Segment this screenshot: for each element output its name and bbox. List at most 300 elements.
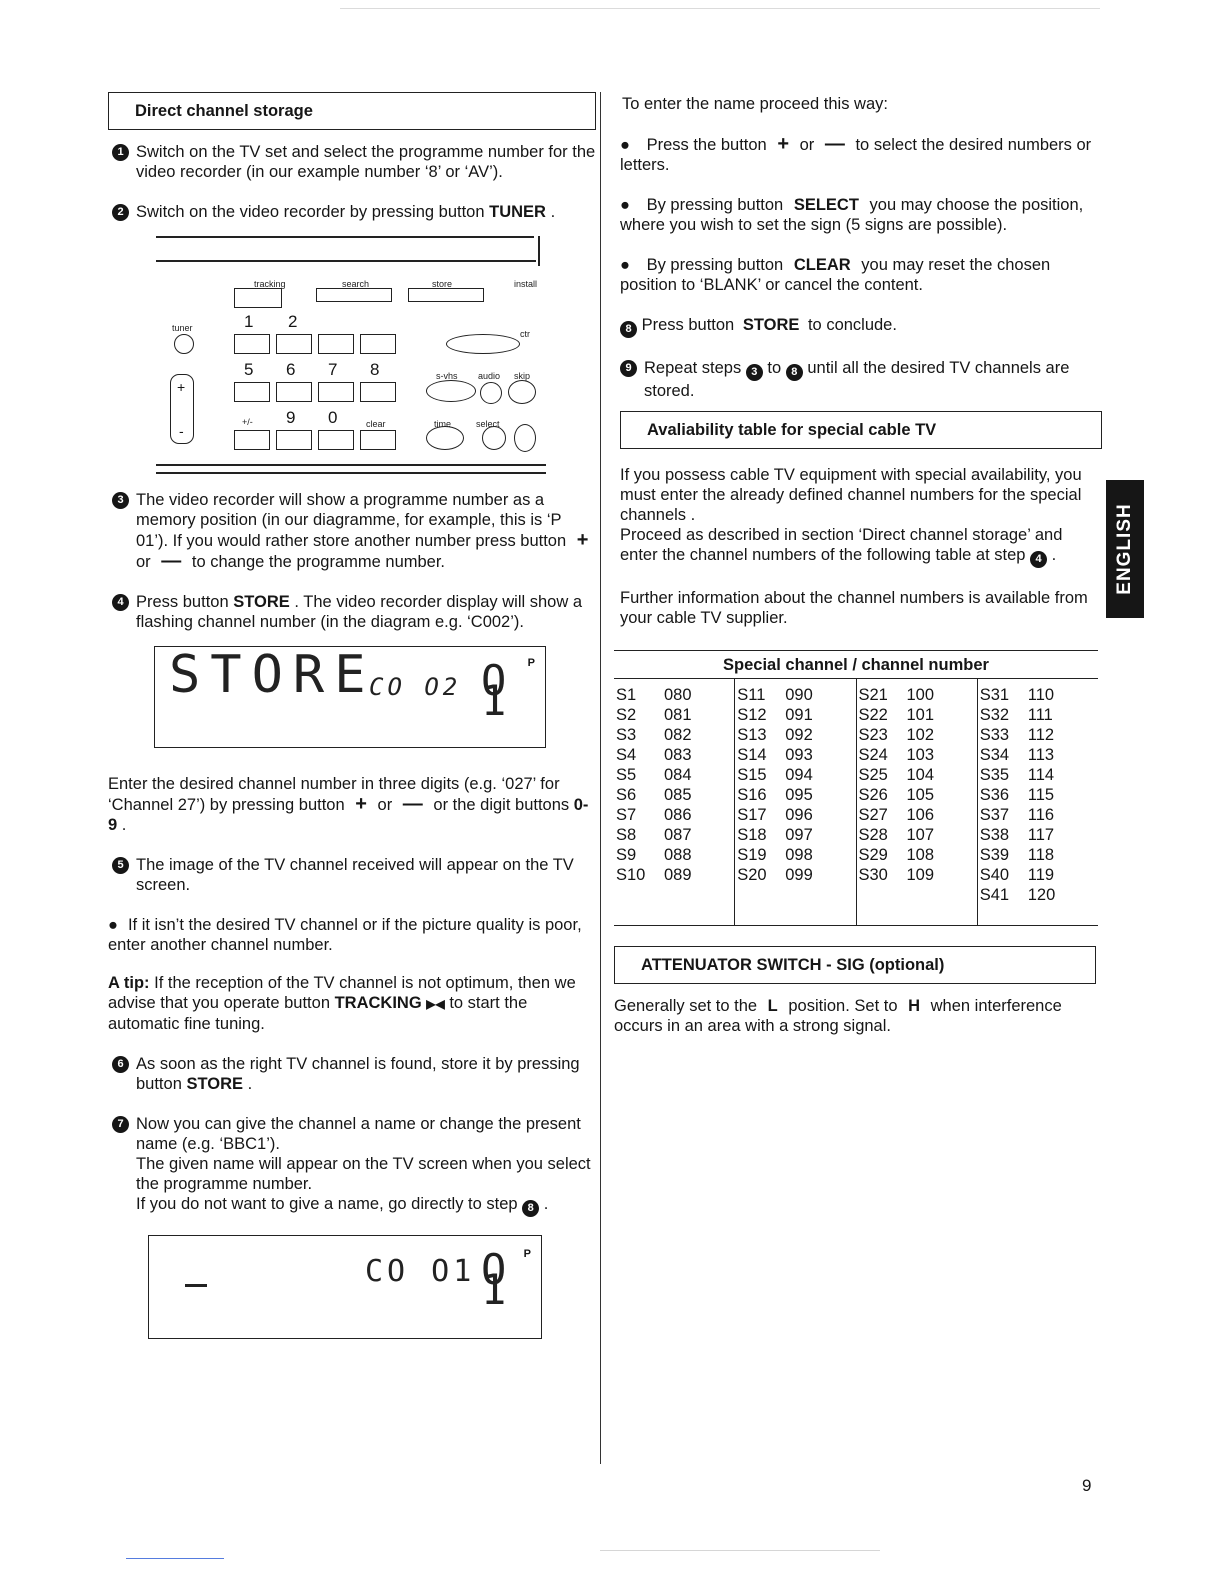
time-key[interactable] xyxy=(426,426,464,450)
channel-number: 120 xyxy=(1027,886,1056,904)
key-7[interactable] xyxy=(318,382,354,402)
channel-number: 088 xyxy=(664,846,692,864)
step-number: 5 xyxy=(112,857,129,874)
table-row xyxy=(735,745,855,765)
label-search: search xyxy=(342,279,370,289)
text-part: Generally set to the xyxy=(614,997,758,1015)
key-0[interactable] xyxy=(318,430,354,450)
channel-number: 094 xyxy=(785,766,813,784)
button-name-store: STORE xyxy=(186,1075,244,1093)
special-channel-code: S5 xyxy=(616,766,637,784)
key-5[interactable] xyxy=(234,382,270,402)
key-3[interactable] xyxy=(318,334,354,354)
bullet-text-part: By pressing button xyxy=(646,196,784,214)
scan-artifact-top xyxy=(340,8,1100,9)
special-channel-code: S3 xyxy=(616,726,637,744)
table-row xyxy=(735,685,855,705)
cursor-dash xyxy=(185,1284,207,1287)
digit-label: 2 xyxy=(288,312,298,331)
table-row xyxy=(614,765,734,785)
label-tracking: tracking xyxy=(254,279,286,289)
label-select: select xyxy=(476,419,500,429)
figure-rule xyxy=(156,236,534,238)
language-tab-label: ENGLISH xyxy=(1114,503,1135,595)
channel-number: 105 xyxy=(906,786,935,804)
plus-symbol: + xyxy=(777,133,790,155)
plus-symbol: + xyxy=(576,529,589,551)
channel-number: 096 xyxy=(785,806,813,824)
digit-label: 7 xyxy=(328,360,338,379)
tip-text-part: to start the automatic fine tuning. xyxy=(108,994,528,1033)
step-text xyxy=(136,1054,596,1094)
step-9 xyxy=(614,358,1102,401)
special-channel-code: S12 xyxy=(737,706,767,724)
special-channel-code: S32 xyxy=(979,706,1010,724)
special-channel-code: S20 xyxy=(737,866,767,884)
special-channel-code: S16 xyxy=(737,786,767,804)
table-row xyxy=(735,805,855,825)
step-text xyxy=(136,490,596,572)
bullet-select xyxy=(614,195,1102,235)
special-channel-code: S17 xyxy=(737,806,767,824)
table-row xyxy=(614,785,734,805)
store-key[interactable] xyxy=(408,288,484,302)
table-row xyxy=(614,845,734,865)
table-row xyxy=(978,885,1098,905)
special-channel-code: S24 xyxy=(858,746,888,764)
channel-number: 102 xyxy=(906,726,935,744)
channel-number: 081 xyxy=(664,706,692,724)
minus-symbol: — xyxy=(824,133,845,155)
label-clear: clear xyxy=(366,419,386,429)
table-row xyxy=(857,825,977,845)
table-row xyxy=(857,685,977,705)
bullet-dot: ● xyxy=(620,196,630,214)
channel-number: 098 xyxy=(785,846,813,864)
step-text-part: Press button xyxy=(641,316,735,334)
step-text-end: . xyxy=(543,1195,549,1213)
bullet-text xyxy=(620,255,1102,295)
text-end: . xyxy=(121,816,127,834)
button-name-select: SELECT xyxy=(793,196,859,214)
step-number: 4 xyxy=(112,594,129,611)
special-channel-code: S36 xyxy=(979,786,1010,804)
step-text-line xyxy=(136,1194,596,1217)
special-channel-code: S30 xyxy=(858,866,888,884)
special-channel-code: S29 xyxy=(858,846,888,864)
tip-text xyxy=(108,973,596,1034)
availability-paragraph-3: Further information about the channel numbers is available from your cable TV supplier. xyxy=(620,589,1088,627)
table-row xyxy=(857,845,977,865)
label-tuner: tuner xyxy=(172,323,193,333)
tip-text-part: If the reception of the TV channel is not optimum, then we advise that you operate button xyxy=(108,974,576,1012)
section-title-direct-channel-storage: Direct channel storage xyxy=(108,92,596,130)
channel-number: 108 xyxy=(906,846,935,864)
step-5 xyxy=(108,855,596,895)
channel-number: 084 xyxy=(664,766,692,784)
special-channel-code: S26 xyxy=(858,786,888,804)
channel-number: 104 xyxy=(906,766,935,784)
table-row xyxy=(614,745,734,765)
tracking-icon: ▶◀ xyxy=(426,997,445,1011)
bullet-text-part: By pressing button xyxy=(646,256,784,274)
page-number: 9 xyxy=(1082,1476,1092,1495)
step-text-part: . The video recorder display will show a flashing channel number (in the diagram e.g. ‘C002’). xyxy=(136,593,583,631)
display-channel: CO O2 xyxy=(369,673,462,701)
table-row xyxy=(857,705,977,725)
text-end: . xyxy=(1051,546,1057,564)
label-store: store xyxy=(432,279,453,289)
table-column xyxy=(978,679,1098,925)
channel-number: 083 xyxy=(664,746,692,764)
figure-rule xyxy=(156,464,546,466)
bullet-quality xyxy=(108,915,596,955)
step-text-line: Now you can give the channel a name or change the present name (e.g. ‘BBC1’). xyxy=(136,1115,581,1153)
channel-number: 085 xyxy=(664,786,692,804)
special-channel-code: S23 xyxy=(858,726,888,744)
or-text: or xyxy=(136,553,151,571)
key-4[interactable] xyxy=(360,334,396,354)
step-text-end: . xyxy=(247,1075,253,1093)
step-text-part: Press button xyxy=(136,593,229,611)
step-reference: 8 xyxy=(522,1200,539,1217)
special-channel-code: S41 xyxy=(979,886,1010,904)
scan-artifact-bottom xyxy=(126,1558,224,1559)
channel-number: 103 xyxy=(906,746,935,764)
table-row xyxy=(857,865,977,885)
side-key[interactable] xyxy=(514,424,536,452)
table-row xyxy=(735,705,855,725)
channel-number: 111 xyxy=(1027,706,1053,724)
step-text-part: to conclude. xyxy=(807,316,897,334)
special-channel-code: S35 xyxy=(979,766,1010,784)
table-row xyxy=(978,845,1098,865)
step-number: 6 xyxy=(112,1056,129,1073)
special-channel-code: S40 xyxy=(979,866,1010,884)
special-channel-code: S7 xyxy=(616,806,637,824)
table-row xyxy=(978,725,1098,745)
step-1 xyxy=(108,142,596,182)
channel-number: 093 xyxy=(785,746,813,764)
channel-number: 106 xyxy=(906,806,935,824)
rocker-plus: + xyxy=(177,379,186,395)
table-column xyxy=(735,679,856,925)
table-row xyxy=(857,765,977,785)
table-row xyxy=(614,705,734,725)
label-plus-minus: +/- xyxy=(242,417,253,427)
audio-key[interactable] xyxy=(480,382,502,404)
display-p-marker: P xyxy=(523,1248,531,1260)
intro-text: To enter the name proceed this way: xyxy=(622,95,888,113)
channel-number: 095 xyxy=(785,786,813,804)
table-header: Special channel / channel number xyxy=(614,651,1098,679)
channel-number: 080 xyxy=(664,686,692,704)
text-part: Enter the desired channel number in three digits (e.g. ‘027’ for ‘Channel 27’) by pressing button xyxy=(108,775,560,814)
step-text-part: Switch on the video recorder by pressing button xyxy=(136,203,485,221)
section-title-attenuator: ATTENUATOR SWITCH - SIG (optional) xyxy=(614,946,1096,984)
step-reference: 4 xyxy=(1030,551,1047,568)
table-row xyxy=(614,725,734,745)
ctr-key[interactable] xyxy=(446,334,520,354)
step-text xyxy=(136,202,596,222)
special-channel-code: S1 xyxy=(616,686,637,704)
channel-number: 100 xyxy=(906,686,935,704)
special-channel-table xyxy=(614,650,1098,926)
bullet-body: If it isn’t the desired TV channel or if the picture quality is poor, enter another channel number. xyxy=(108,916,582,954)
remote-control-figure xyxy=(146,234,566,484)
table-row xyxy=(735,765,855,785)
table-row xyxy=(857,725,977,745)
special-channel-code: S14 xyxy=(737,746,767,764)
channel-number: 110 xyxy=(1027,686,1055,704)
table-row xyxy=(735,785,855,805)
table-row xyxy=(978,805,1098,825)
step-text: Switch on the TV set and select the programme number for the video recorder (in our example number ‘8’ or ‘AV’). xyxy=(136,143,596,181)
attenuator-paragraph xyxy=(614,996,1102,1036)
table-row xyxy=(614,805,734,825)
channel-number: 114 xyxy=(1027,766,1055,784)
step-6 xyxy=(108,1054,596,1094)
channel-number: 112 xyxy=(1027,726,1055,744)
switch-position-h: H xyxy=(908,997,921,1015)
display-store xyxy=(154,646,546,748)
bullet-text-part: Press the button xyxy=(646,136,767,154)
or-text: or xyxy=(799,136,815,154)
key-clear[interactable] xyxy=(360,430,396,450)
special-channel-code: S8 xyxy=(616,826,637,844)
display-channel: CO O1 xyxy=(365,1254,476,1289)
display-programme: O 1 xyxy=(481,656,509,725)
key-9[interactable] xyxy=(276,430,312,450)
display-channel-name xyxy=(148,1235,542,1339)
step-4 xyxy=(108,592,596,632)
step-number: 7 xyxy=(112,1116,129,1133)
channel-number: 119 xyxy=(1027,866,1055,884)
special-channel-code: S37 xyxy=(979,806,1010,824)
bullet-text-part: you may reset the chosen position to ‘BLANK’ or cancel the content. xyxy=(620,256,1051,294)
button-name-store: STORE xyxy=(233,593,290,611)
text-part: or the digit buttons xyxy=(433,796,570,814)
tuner-key[interactable] xyxy=(174,334,194,354)
bullet-dot: ● xyxy=(620,256,630,274)
table-row xyxy=(857,745,977,765)
paragraph-text xyxy=(108,774,596,835)
availability-paragraph-2 xyxy=(620,525,1102,568)
channel-number: 097 xyxy=(785,826,813,844)
channel-number: 113 xyxy=(1027,746,1055,764)
special-channel-code: S27 xyxy=(858,806,888,824)
step-text-part: to change the programme number. xyxy=(191,553,446,571)
table-row xyxy=(978,705,1098,725)
availability-paragraph-1: If you possess cable TV equipment with special availability, you must enter the already defined channel numbers for the special channels . xyxy=(620,466,1082,524)
bullet-text xyxy=(620,134,1102,175)
step-text-part: Repeat steps xyxy=(644,359,742,377)
special-channel-code: S4 xyxy=(616,746,637,764)
language-tab-english xyxy=(1106,480,1144,618)
special-channel-code: S11 xyxy=(737,686,766,704)
display-programme: O 1 xyxy=(481,1245,509,1314)
step-reference: 3 xyxy=(746,364,763,381)
special-channel-code: S15 xyxy=(737,766,767,784)
digit-buttons: 0-9 xyxy=(108,796,589,834)
channel-number: 082 xyxy=(664,726,692,744)
channel-number: 090 xyxy=(785,686,813,704)
minus-symbol: — xyxy=(161,550,182,572)
channel-number: 092 xyxy=(785,726,813,744)
table-row xyxy=(857,805,977,825)
text-part: position. Set to xyxy=(788,997,898,1015)
plus-symbol: + xyxy=(355,793,367,815)
special-channel-code: S19 xyxy=(737,846,767,864)
label-skip: skip xyxy=(514,371,531,381)
special-channel-code: S28 xyxy=(858,826,888,844)
table-row xyxy=(614,685,734,705)
digit-label: 1 xyxy=(244,312,254,331)
rocker-minus: - xyxy=(179,423,184,439)
tip-label: A tip: xyxy=(108,974,150,992)
bullet-plus-minus xyxy=(614,134,1102,175)
special-channel-code: S34 xyxy=(979,746,1010,764)
bullet-text xyxy=(108,915,596,955)
column-divider xyxy=(600,92,601,1464)
channel-number: 086 xyxy=(664,806,692,824)
step-text-line: The given name will appear on the TV screen when you select the programme number. xyxy=(136,1155,591,1193)
step-text-part: As soon as the right TV channel is found, store it by pressing button xyxy=(136,1055,580,1093)
step-number: 2 xyxy=(112,204,129,221)
scan-artifact-bottom-2 xyxy=(600,1550,880,1551)
text-part: Proceed as described in section ‘Direct channel storage’ and enter the channel numbers of the following table at step xyxy=(620,526,1063,564)
table-column xyxy=(614,679,735,925)
table-row xyxy=(735,845,855,865)
bullet-text-part: to select the desired numbers or letters. xyxy=(620,136,1092,174)
special-channel-code: S18 xyxy=(737,826,767,844)
enter-digits-paragraph xyxy=(108,774,596,835)
or-text: or xyxy=(377,796,393,814)
key-plus-minus[interactable] xyxy=(234,430,270,450)
special-channel-code: S13 xyxy=(737,726,767,744)
digit-label: 5 xyxy=(244,360,254,379)
to-text: to xyxy=(767,359,782,377)
step-3 xyxy=(108,490,596,572)
step-7 xyxy=(108,1114,596,1217)
table-column xyxy=(857,679,978,925)
table-row xyxy=(978,685,1098,705)
bullet-text xyxy=(620,195,1102,235)
special-channel-code: S10 xyxy=(616,866,646,884)
table-row xyxy=(614,825,734,845)
channel-number: 099 xyxy=(785,866,813,884)
key-2[interactable] xyxy=(276,334,312,354)
bullet-clear xyxy=(614,255,1102,295)
figure-rule xyxy=(156,472,546,474)
step-reference: 8 xyxy=(786,364,803,381)
svhs-key[interactable] xyxy=(426,380,476,402)
digit-label: 9 xyxy=(286,408,296,427)
step-text-part: The video recorder will show a programme number as a memory position (in our diagramme, for example, this is ‘P 01’). If you would rather store another number press button xyxy=(136,491,567,550)
select-key[interactable] xyxy=(482,426,506,450)
channel-number: 117 xyxy=(1027,826,1055,844)
special-channel-code: S31 xyxy=(979,686,1010,704)
search-key[interactable] xyxy=(316,288,392,302)
figure-rule xyxy=(538,236,540,266)
right-column xyxy=(614,92,1102,1036)
minus-symbol: — xyxy=(402,793,423,815)
button-name-tuner: TUNER xyxy=(489,203,546,221)
bullet-text-part: you may choose the position, where you wish to set the sign (5 signs are possible). xyxy=(620,196,1084,234)
special-channel-code: S33 xyxy=(979,726,1010,744)
key-6[interactable] xyxy=(276,382,312,402)
channel-number: 101 xyxy=(906,706,935,724)
table-row xyxy=(735,865,855,885)
button-name-clear: CLEAR xyxy=(793,256,851,274)
skip-key[interactable] xyxy=(508,380,536,404)
step-number: 8 xyxy=(620,321,637,338)
step-2 xyxy=(108,202,596,222)
channel-number: 115 xyxy=(1027,786,1055,804)
special-channel-code: S21 xyxy=(858,686,888,704)
special-channel-code: S6 xyxy=(616,786,637,804)
special-channel-code: S9 xyxy=(616,846,637,864)
key-1[interactable] xyxy=(234,334,270,354)
display-p-marker: P xyxy=(527,657,535,669)
step-text-end: . xyxy=(550,203,556,221)
switch-position-l: L xyxy=(767,997,778,1015)
label-time: time xyxy=(434,419,452,429)
special-channel-code: S39 xyxy=(979,846,1010,864)
programme-rocker[interactable] xyxy=(170,374,194,444)
left-column xyxy=(108,92,596,1339)
button-name-tracking: TRACKING xyxy=(334,994,422,1012)
section-title-availability: Avaliability table for special cable TV xyxy=(620,411,1102,449)
button-name-store: STORE xyxy=(742,316,800,334)
text-part: when interference occurs in an area with a strong signal. xyxy=(614,997,1062,1035)
table-row xyxy=(857,785,977,805)
table-row xyxy=(978,825,1098,845)
table-row xyxy=(735,725,855,745)
channel-number: 116 xyxy=(1027,806,1055,824)
label-install: install xyxy=(514,279,538,289)
step-text xyxy=(136,592,596,632)
step-number: 3 xyxy=(112,492,129,509)
channel-number: 118 xyxy=(1027,846,1055,864)
digit-label: 6 xyxy=(286,360,296,379)
label-audio: audio xyxy=(478,371,501,381)
step-number: 1 xyxy=(112,144,129,161)
channel-number: 109 xyxy=(906,866,935,884)
tracking-key[interactable] xyxy=(234,288,282,308)
figure-rule xyxy=(156,260,536,262)
table-row xyxy=(978,865,1098,885)
table-row xyxy=(978,745,1098,765)
key-8[interactable] xyxy=(360,382,396,402)
label-ctr: ctr xyxy=(520,329,530,339)
channel-number: 107 xyxy=(906,826,935,844)
table-columns xyxy=(614,679,1098,925)
channel-number: 091 xyxy=(785,706,813,724)
table-row xyxy=(978,765,1098,785)
label-svhs: s-vhs xyxy=(436,371,458,381)
channel-number: 089 xyxy=(664,866,692,884)
special-channel-code: S25 xyxy=(858,766,888,784)
channel-number: 087 xyxy=(664,826,692,844)
special-channel-code: S2 xyxy=(616,706,637,724)
digit-label: 8 xyxy=(370,360,380,379)
special-channel-code: S38 xyxy=(979,826,1010,844)
step-text: The image of the TV channel received will appear on the TV screen. xyxy=(136,856,574,894)
step-8 xyxy=(614,315,1102,338)
tip-paragraph xyxy=(108,973,596,1034)
display-store-text: STORE xyxy=(169,645,376,705)
